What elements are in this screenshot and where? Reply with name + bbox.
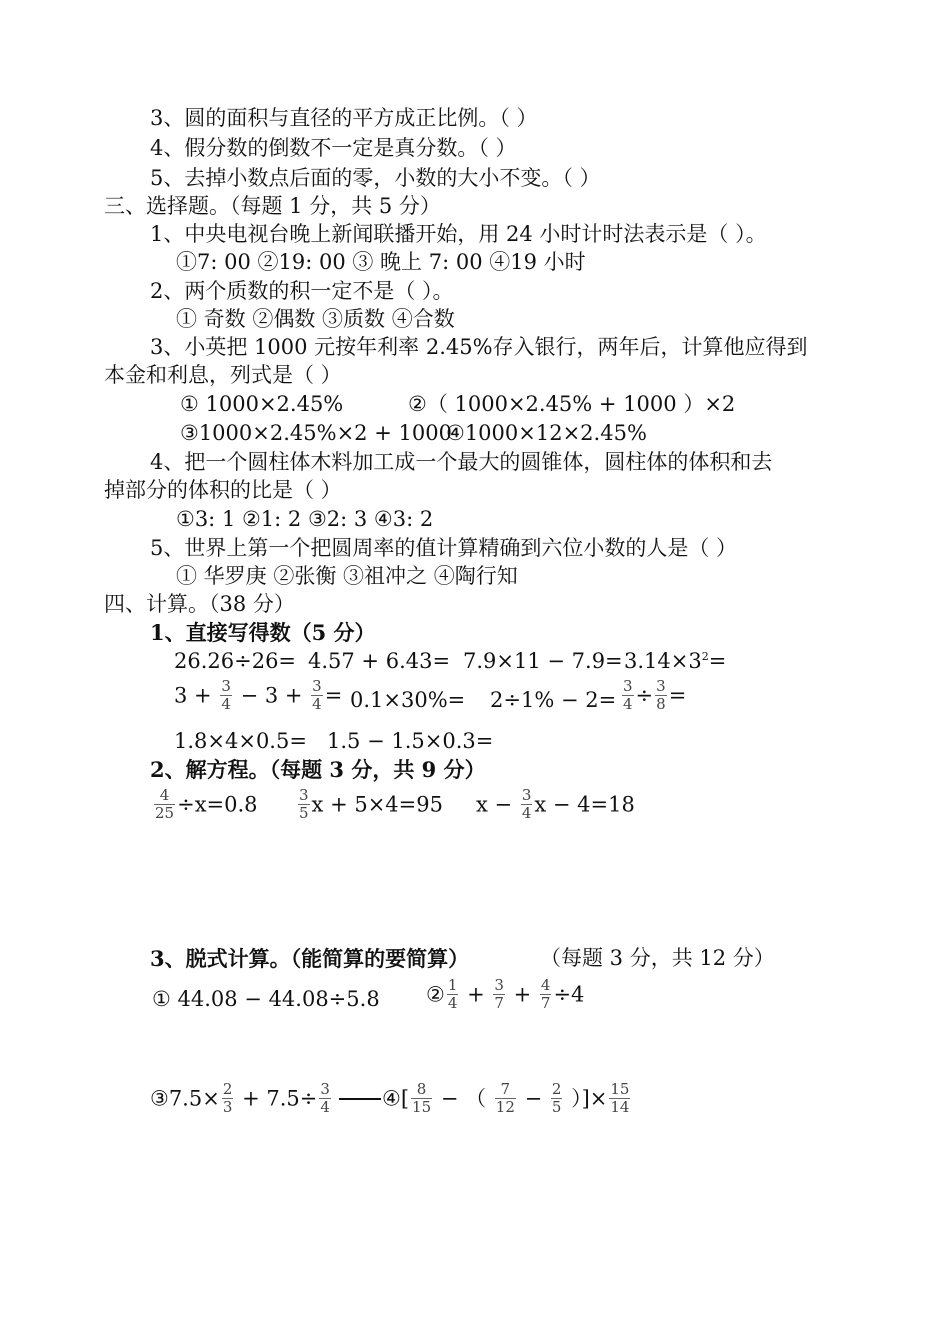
equation-1	[152, 787, 258, 823]
denominator: 4	[221, 695, 231, 714]
denominator: 4	[623, 695, 633, 714]
fraction	[540, 977, 552, 1013]
numerator: 3	[299, 786, 309, 804]
numerator: 1	[447, 976, 458, 994]
choice-q5: 5、世界上第一个把圆周率的值计算精确到六位小数的人是（ ）	[150, 536, 738, 560]
choice-q2: 2、两个质数的积一定不是（ ）。	[150, 279, 454, 303]
calc-r2-a-pre: 3 +	[174, 683, 212, 708]
calc-problem-2-label: ②	[426, 982, 445, 1007]
fraction	[495, 1081, 516, 1117]
denominator: 7	[540, 994, 551, 1013]
choice-q3-option4: ④1000×12×2.45%	[446, 421, 647, 445]
numerator: 3	[656, 677, 666, 695]
calc-r2-d-end: =	[668, 683, 687, 708]
numerator: 3	[221, 677, 231, 695]
choice-q4-options: ①3: 1 ②1: 2 ③2: 3 ④3: 2	[176, 507, 434, 531]
calc-problem-3-pre: ③7.5×	[150, 1086, 220, 1111]
calc-problem-4	[382, 1081, 632, 1117]
calc-r3-a: 1.8×4×0.5=	[174, 729, 307, 753]
numerator: 3	[521, 786, 532, 804]
choice-q4-line2: 掉部分的体积的比是（ ）	[104, 478, 342, 502]
denominator: 4	[521, 804, 532, 823]
fraction	[551, 1081, 563, 1117]
numerator: 8	[411, 1081, 432, 1099]
choice-q3-line1: 3、小英把 1000 元按年利率 2.45%存入银行，两年后，计算他应得到	[150, 335, 808, 359]
choice-q3-option2: ②（ 1000×2.45% + 1000 ）×2	[408, 392, 736, 416]
calc-s2-heading: 2、解方程。（每题 3 分，共 9 分）	[150, 757, 486, 782]
numerator: 4	[154, 787, 175, 805]
operator: − （	[440, 1086, 487, 1111]
calc-r2-c: 2÷1% − 2=	[490, 688, 617, 712]
denominator: 14	[610, 1098, 630, 1117]
fraction	[311, 678, 323, 714]
numerator: 3	[312, 677, 322, 695]
judge-q3: 3、圆的面积与直径的平方成正比例。（ ）	[150, 106, 538, 130]
fraction	[655, 678, 667, 714]
calc-r2-a-end: =	[324, 683, 343, 708]
numerator: 4	[540, 976, 551, 994]
numerator: 3	[623, 677, 633, 695]
choice-q5-options: ① 华罗庚 ②张衡 ③祖冲之 ④陶行知	[176, 564, 518, 588]
calc-r3-b: 1.5 − 1.5×0.3=	[327, 729, 494, 753]
numerator: 3	[320, 1080, 330, 1098]
operator: +	[513, 982, 532, 1007]
fraction	[493, 977, 505, 1013]
fraction	[298, 787, 310, 823]
calc-r1-d-end: =	[708, 649, 727, 673]
fraction	[411, 1081, 432, 1117]
denominator: 4	[320, 1098, 330, 1117]
fraction	[622, 678, 634, 714]
calc-r1-b: 4.57 + 6.43=	[308, 649, 451, 673]
choice-q1: 1、中央电视台晚上新闻联播开始，用 24 小时计时法表示是（ ）。	[150, 222, 767, 246]
equation-3-pre: x −	[476, 792, 513, 817]
operator: ）]×	[571, 1086, 608, 1111]
equation-2-text: x + 5×4=95	[311, 792, 443, 817]
fraction	[154, 787, 175, 823]
judge-q4: 4、假分数的倒数不一定是真分数。（ ）	[150, 136, 517, 160]
fraction	[222, 1081, 234, 1117]
denominator: 15	[412, 1098, 432, 1117]
calc-r2-b: 0.1×30%=	[350, 688, 466, 712]
equation-2	[296, 787, 443, 823]
fraction	[319, 1081, 331, 1117]
fraction	[220, 678, 232, 714]
denominator: 5	[551, 1098, 562, 1117]
choice-q3-option1: ① 1000×2.45%	[180, 392, 344, 416]
denominator: 8	[656, 695, 666, 714]
calc-heading: 四、计算。（38 分）	[104, 592, 295, 616]
choice-q4-line1: 4、把一个圆柱体木料加工成一个最大的圆锥体，圆柱体的体积和去	[150, 450, 773, 474]
numerator: 3	[494, 976, 504, 994]
numerator: 7	[495, 1081, 516, 1099]
calc-r1-d	[624, 651, 726, 672]
calc-r2-d	[620, 678, 686, 714]
equation-3-text: x − 4=18	[534, 792, 635, 817]
calc-problem-3	[150, 1081, 387, 1117]
numerator: 2	[222, 1080, 233, 1098]
calc-r2-a	[174, 678, 342, 714]
calc-r2-a-mid: − 3 +	[240, 683, 303, 708]
denominator: 7	[494, 994, 504, 1013]
judge-q5: 5、去掉小数点后面的零，小数的大小不变。（ ）	[150, 166, 601, 190]
denominator: 3	[222, 1098, 233, 1117]
choice-q2-options: ① 奇数 ②偶数 ③质数 ④合数	[176, 307, 455, 331]
calc-s1-heading: 1、直接写得数（5 分）	[150, 620, 376, 645]
operator: +	[467, 982, 485, 1007]
choice-q3-line2: 本金和利息，列式是（ ）	[104, 363, 342, 387]
numerator: 15	[610, 1080, 630, 1098]
denominator: 4	[447, 994, 458, 1013]
denominator: 5	[299, 804, 309, 823]
denominator: 4	[312, 695, 322, 714]
calc-r1-c: 7.9×11 − 7.9=	[463, 649, 623, 673]
equation-1-text: ÷x=0.8	[177, 792, 258, 817]
fraction	[521, 787, 533, 823]
denominator: 12	[495, 1098, 515, 1117]
calc-r1-d-base: 3.14×3	[624, 649, 702, 673]
calc-r1-d-exponent: 2	[701, 650, 709, 663]
fraction	[609, 1081, 630, 1117]
calc-problem-1: ① 44.08 − 44.08÷5.8	[152, 987, 380, 1011]
fraction	[447, 977, 459, 1013]
calc-s3-heading: 3、脱式计算。（能简算的要简算）	[150, 946, 470, 971]
underline-separator	[339, 1098, 381, 1100]
calc-s3-note: （每题 3 分，共 12 分）	[540, 946, 775, 970]
choice-q3-option3: ③1000×2.45%×2 + 1000	[180, 421, 452, 445]
calc-r1-a: 26.26÷26=	[174, 649, 297, 673]
calc-problem-3-mid: + 7.5÷	[242, 1086, 318, 1111]
choice-heading: 三、选择题。（每题 1 分，共 5 分）	[104, 194, 441, 218]
calc-problem-2-end: ÷4	[553, 982, 585, 1007]
calc-problem-2	[426, 977, 584, 1013]
denominator: 25	[155, 804, 175, 823]
choice-q1-options: ①7: 00 ②19: 00 ③ 晚上 7: 00 ④19 小时	[176, 250, 586, 274]
operator: −	[524, 1086, 543, 1111]
equation-3	[476, 787, 635, 823]
calc-problem-4-pre: ④[	[382, 1086, 410, 1111]
calc-r2-d-op: ÷	[635, 683, 654, 708]
numerator: 2	[551, 1080, 562, 1098]
